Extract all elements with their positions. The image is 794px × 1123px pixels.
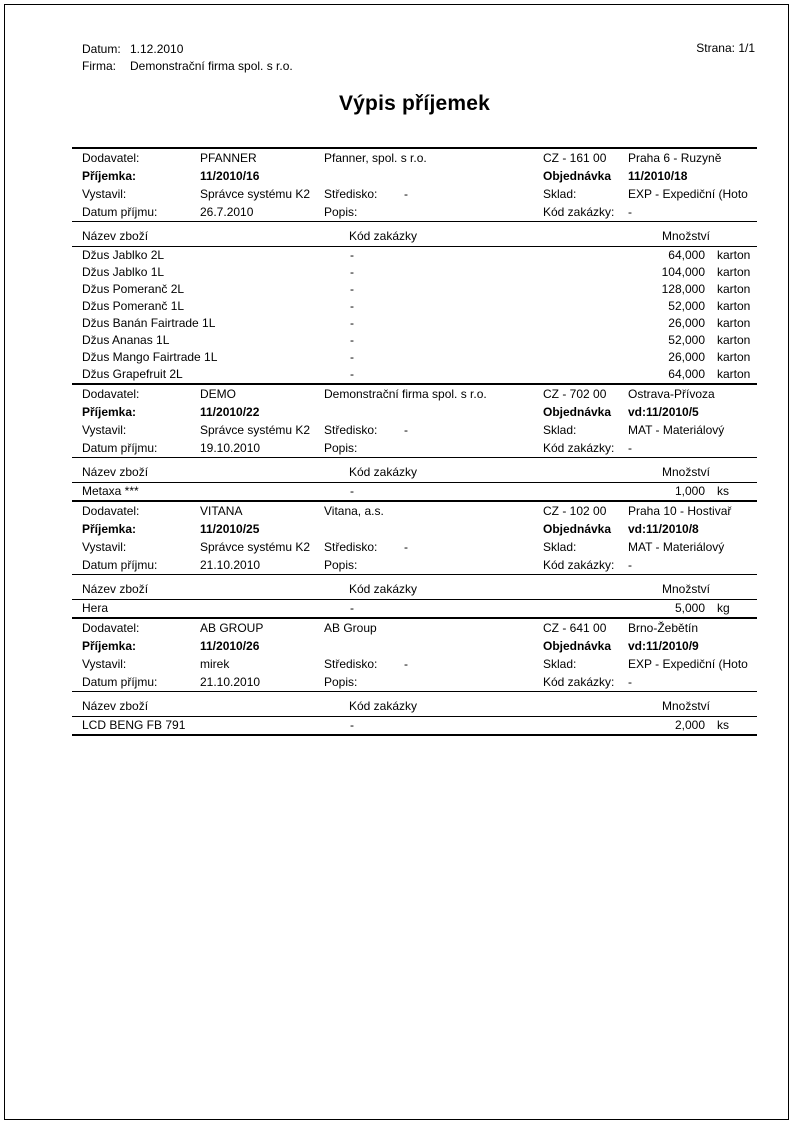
item-unit: karton — [717, 316, 751, 330]
item-kod-zakazky: - — [350, 299, 354, 313]
col-mnozstvi: Množství — [661, 582, 710, 596]
objednavka-label: Objednávka — [543, 405, 612, 419]
item-kod-zakazky: - — [350, 601, 354, 615]
datum-prijmu-label: Datum příjmu: — [82, 558, 158, 572]
item-kod-zakazky: - — [350, 718, 354, 732]
firma-label: Firma: — [82, 59, 116, 73]
page-number — [696, 41, 755, 55]
dodavatel-name: Pfanner, spol. s r.o. — [324, 151, 427, 165]
items-column-header — [72, 692, 757, 716]
header-row-firma — [72, 58, 757, 75]
stredisko-label: Středisko: — [324, 657, 378, 671]
datum-prijmu-label: Datum příjmu: — [82, 675, 158, 689]
item-row — [72, 247, 757, 264]
sklad-label: Sklad: — [543, 423, 577, 437]
item-name: Džus Jablko 2L — [82, 248, 165, 262]
item-quantity: 128,000 — [661, 282, 705, 296]
item-row — [72, 332, 757, 349]
item-kod-zakazky: - — [350, 316, 354, 330]
sklad-label: Sklad: — [543, 657, 577, 671]
item-row — [72, 281, 757, 298]
item-quantity: 2,000 — [674, 718, 705, 732]
items — [72, 247, 757, 383]
items — [72, 600, 757, 617]
datum-prijmu-value: 21.10.2010 — [200, 675, 261, 689]
vystavil-label: Vystavil: — [82, 423, 127, 437]
date-row — [72, 203, 757, 221]
items-column-header — [72, 575, 757, 599]
stredisko-label: Středisko: — [324, 187, 378, 201]
kod-zakazky-value: - — [628, 441, 632, 455]
kod-zakazky-label: Kód zakázky: — [543, 441, 615, 455]
item-kod-zakazky: - — [350, 333, 354, 347]
item-unit: karton — [717, 350, 751, 364]
col-nazev-zbozi: Název zboží — [82, 465, 149, 479]
col-mnozstvi: Množství — [661, 465, 710, 479]
dodavatel-code: VITANA — [200, 504, 243, 518]
item-kod-zakazky: - — [350, 367, 354, 381]
issuer-row — [72, 421, 757, 439]
sklad-value: MAT - Materiálový — [628, 423, 725, 437]
kod-zakazky-value: - — [628, 205, 632, 219]
kod-zakazky-value: - — [628, 558, 632, 572]
receipt-block — [72, 500, 757, 617]
col-nazev-zbozi: Název zboží — [82, 582, 149, 596]
item-name: Džus Banán Fairtrade 1L — [82, 316, 216, 330]
receipt-block — [72, 617, 757, 734]
item-unit: karton — [717, 367, 751, 381]
item-unit: karton — [717, 248, 751, 262]
dodavatel-city: Praha 10 - Hostivař — [628, 504, 732, 518]
item-unit: ks — [717, 718, 729, 732]
dodavatel-label: Dodavatel: — [82, 387, 140, 401]
stredisko-value: - — [404, 657, 408, 671]
report-header — [72, 0, 757, 75]
item-quantity: 26,000 — [668, 316, 705, 330]
objednavka-label: Objednávka — [543, 169, 612, 183]
items-column-header — [72, 222, 757, 246]
prijemka-label: Příjemka: — [82, 639, 137, 653]
report-end-rule — [72, 734, 757, 736]
stredisko-label: Středisko: — [324, 423, 378, 437]
item-row — [72, 298, 757, 315]
issuer-row — [72, 655, 757, 673]
item-kod-zakazky: - — [350, 350, 354, 364]
dodavatel-label: Dodavatel: — [82, 621, 140, 635]
kod-zakazky-value: - — [628, 675, 632, 689]
datum-prijmu-label: Datum příjmu: — [82, 441, 158, 455]
dodavatel-city: Praha 6 - Ruzyně — [628, 151, 722, 165]
item-unit: karton — [717, 299, 751, 313]
popis-label: Popis: — [324, 675, 358, 689]
datum-prijmu-value: 26.7.2010 — [200, 205, 254, 219]
supplier-row — [72, 619, 757, 637]
stredisko-label: Středisko: — [324, 540, 378, 554]
strana-label: Strana: — [696, 41, 735, 55]
item-quantity: 5,000 — [674, 601, 705, 615]
dodavatel-code: DEMO — [200, 387, 236, 401]
objednavka-value: vd:11/2010/9 — [628, 639, 699, 653]
item-unit: ks — [717, 484, 729, 498]
col-kod-zakazky: Kód zakázky — [349, 229, 418, 243]
sklad-value: MAT - Materiálový — [628, 540, 725, 554]
dodavatel-zip: CZ - 702 00 — [543, 387, 607, 401]
item-quantity: 104,000 — [661, 265, 705, 279]
kod-zakazky-label: Kód zakázky: — [543, 558, 615, 572]
sklad-label: Sklad: — [543, 540, 577, 554]
strana-value: 1/1 — [738, 41, 755, 55]
dodavatel-name: Vitana, a.s. — [324, 504, 384, 518]
issuer-row — [72, 538, 757, 556]
dodavatel-name: AB Group — [324, 621, 377, 635]
receipt-block — [72, 147, 757, 383]
item-row — [72, 264, 757, 281]
item-row — [72, 366, 757, 383]
report-title: Výpis příjemek — [338, 92, 491, 115]
receipt-number-row — [72, 403, 757, 421]
item-name: Džus Pomeranč 1L — [82, 299, 185, 313]
prijemka-label: Příjemka: — [82, 405, 137, 419]
vystavil-value: mirek — [200, 657, 230, 671]
report-page — [72, 0, 757, 736]
vystavil-value: Správce systému K2 — [200, 187, 311, 201]
sklad-value: EXP - Expediční (Hoto — [628, 657, 748, 671]
item-quantity: 64,000 — [668, 248, 705, 262]
dodavatel-code: AB GROUP — [200, 621, 264, 635]
objednavka-value: vd:11/2010/8 — [628, 522, 699, 536]
item-unit: karton — [717, 333, 751, 347]
popis-label: Popis: — [324, 558, 358, 572]
item-unit: karton — [717, 265, 751, 279]
date-row — [72, 439, 757, 457]
item-kod-zakazky: - — [350, 265, 354, 279]
receipt-number-row — [72, 637, 757, 655]
vystavil-label: Vystavil: — [82, 187, 127, 201]
col-kod-zakazky: Kód zakázky — [349, 582, 418, 596]
item-row — [72, 600, 757, 617]
dodavatel-city: Ostrava-Přívoza — [628, 387, 715, 401]
col-nazev-zbozi: Název zboží — [82, 229, 149, 243]
date-row — [72, 556, 757, 574]
item-kod-zakazky: - — [350, 484, 354, 498]
item-row — [72, 717, 757, 734]
dodavatel-name: Demonstrační firma spol. s r.o. — [324, 387, 487, 401]
sklad-value: EXP - Expediční (Hoto — [628, 187, 748, 201]
prijemka-value: 11/2010/26 — [200, 639, 260, 653]
item-name: Hera — [82, 601, 109, 615]
item-name: Džus Mango Fairtrade 1L — [82, 350, 218, 364]
item-name: Metaxa *** — [82, 484, 139, 498]
kod-zakazky-label: Kód zakázky: — [543, 675, 615, 689]
item-quantity: 26,000 — [668, 350, 705, 364]
prijemka-value: 11/2010/16 — [200, 169, 260, 183]
col-mnozstvi: Množství — [661, 229, 710, 243]
header-row-datum — [72, 41, 757, 58]
supplier-row — [72, 149, 757, 167]
vystavil-label: Vystavil: — [82, 657, 127, 671]
receipt-number-row — [72, 167, 757, 185]
item-quantity: 1,000 — [674, 484, 705, 498]
issuer-row — [72, 185, 757, 203]
item-row — [72, 315, 757, 332]
item-kod-zakazky: - — [350, 248, 354, 262]
dodavatel-code: PFANNER — [200, 151, 257, 165]
item-unit: karton — [717, 282, 751, 296]
dodavatel-label: Dodavatel: — [82, 151, 140, 165]
supplier-row — [72, 502, 757, 520]
receipt-number-row — [72, 520, 757, 538]
dodavatel-label: Dodavatel: — [82, 504, 140, 518]
sklad-label: Sklad: — [543, 187, 577, 201]
receipts — [72, 147, 757, 736]
dodavatel-city: Brno-Žebětín — [628, 621, 699, 635]
supplier-row — [72, 385, 757, 403]
popis-label: Popis: — [324, 441, 358, 455]
stredisko-value: - — [404, 187, 408, 201]
objednavka-value: 11/2010/18 — [628, 169, 688, 183]
item-name: Džus Ananas 1L — [82, 333, 170, 347]
vystavil-value: Správce systému K2 — [200, 423, 311, 437]
dodavatel-zip: CZ - 161 00 — [543, 151, 607, 165]
col-mnozstvi: Množství — [661, 699, 710, 713]
datum-label: Datum: — [82, 42, 121, 56]
item-name: LCD BENG FB 791 — [82, 718, 186, 732]
dodavatel-zip: CZ - 641 00 — [543, 621, 607, 635]
popis-label: Popis: — [324, 205, 358, 219]
items — [72, 483, 757, 500]
receipt-block — [72, 383, 757, 500]
prijemka-value: 11/2010/22 — [200, 405, 260, 419]
prijemka-value: 11/2010/25 — [200, 522, 260, 536]
objednavka-value: vd:11/2010/5 — [628, 405, 699, 419]
item-quantity: 52,000 — [668, 333, 705, 347]
prijemka-label: Příjemka: — [82, 522, 137, 536]
date-row — [72, 673, 757, 691]
vystavil-label: Vystavil: — [82, 540, 127, 554]
col-kod-zakazky: Kód zakázky — [349, 699, 418, 713]
stredisko-value: - — [404, 423, 408, 437]
item-quantity: 64,000 — [668, 367, 705, 381]
item-quantity: 52,000 — [668, 299, 705, 313]
items — [72, 717, 757, 734]
item-row — [72, 483, 757, 500]
datum-prijmu-label: Datum příjmu: — [82, 205, 158, 219]
kod-zakazky-label: Kód zakázky: — [543, 205, 615, 219]
firma-value: Demonstrační firma spol. s r.o. — [130, 59, 293, 73]
prijemka-label: Příjemka: — [82, 169, 137, 183]
items-column-header — [72, 458, 757, 482]
col-nazev-zbozi: Název zboží — [82, 699, 149, 713]
vystavil-value: Správce systému K2 — [200, 540, 311, 554]
objednavka-label: Objednávka — [543, 639, 612, 653]
stredisko-value: - — [404, 540, 408, 554]
datum-prijmu-value: 21.10.2010 — [200, 558, 261, 572]
item-kod-zakazky: - — [350, 282, 354, 296]
datum-value: 1.12.2010 — [130, 42, 184, 56]
dodavatel-zip: CZ - 102 00 — [543, 504, 607, 518]
col-kod-zakazky: Kód zakázky — [349, 465, 418, 479]
item-name: Džus Grapefruit 2L — [82, 367, 183, 381]
item-name: Džus Pomeranč 2L — [82, 282, 185, 296]
item-row — [72, 349, 757, 366]
item-unit: kg — [717, 601, 730, 615]
item-name: Džus Jablko 1L — [82, 265, 165, 279]
objednavka-label: Objednávka — [543, 522, 612, 536]
datum-prijmu-value: 19.10.2010 — [200, 441, 261, 455]
